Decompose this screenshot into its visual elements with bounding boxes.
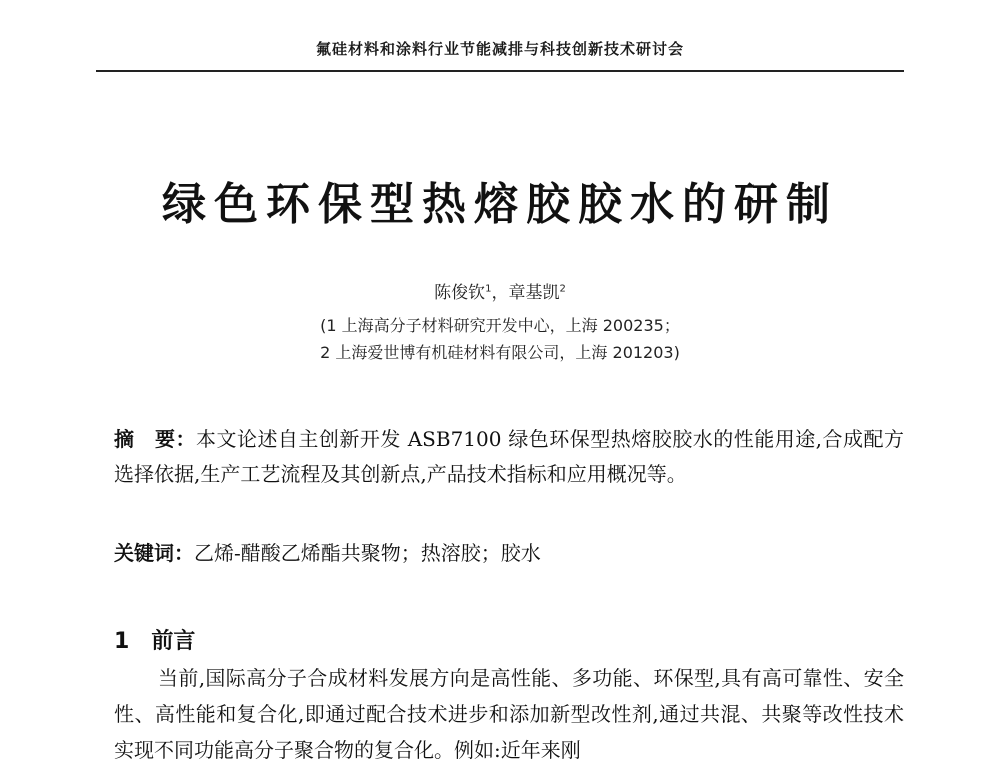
author-line — [0, 278, 1000, 303]
affiliation-line: (1 上海高分子材料研究开发中心，上海 200235； — [320, 316, 680, 335]
abstract — [114, 422, 904, 492]
abstract-text: 本文论述自主创新开发 ASB7100 绿色环保型热熔胶胶水的性能用途,合成配方选择依据,生产工艺流程及其创新点,产品技术指标和应用概况等。 — [114, 427, 905, 486]
paper-title: 绿色环保型热熔胶胶水的研制 — [162, 179, 838, 230]
keywords-text: 乙烯-醋酸乙烯酯共聚物；热溶胶；胶水 — [194, 541, 541, 565]
abstract-label: 摘 要： — [114, 427, 196, 451]
header-rule — [96, 70, 904, 72]
section-title: 前言 — [151, 629, 196, 654]
keywords-label: 关键词： — [114, 541, 194, 565]
keywords — [114, 536, 904, 571]
body-paragraph: 当前,国际高分子合成材料发展方向是高性能、多功能、环保型,具有高可靠性、安全性、高性能和复合化,即通过配合技术进步和添加新型改性剂,通过共混、共聚等改性技术实现不同功能高分子聚合物的复合化。例如:近年来刚 — [114, 666, 904, 762]
section-number: 1 — [114, 629, 130, 654]
author-affiliation-mark: 1 — [485, 283, 492, 295]
author-name: 陈俊钦 — [434, 283, 486, 303]
author-affiliation-mark: 2 — [559, 283, 566, 295]
author-name: 章基凯 — [508, 283, 560, 303]
author-separator: ， — [491, 283, 509, 303]
affiliation-line: 2 上海爱世博有机硅材料有限公司，上海 201203) — [320, 343, 680, 362]
running-header: 氟硅材料和涂料行业节能减排与科技创新技术研讨会 — [315, 40, 684, 58]
section-heading — [114, 624, 195, 655]
